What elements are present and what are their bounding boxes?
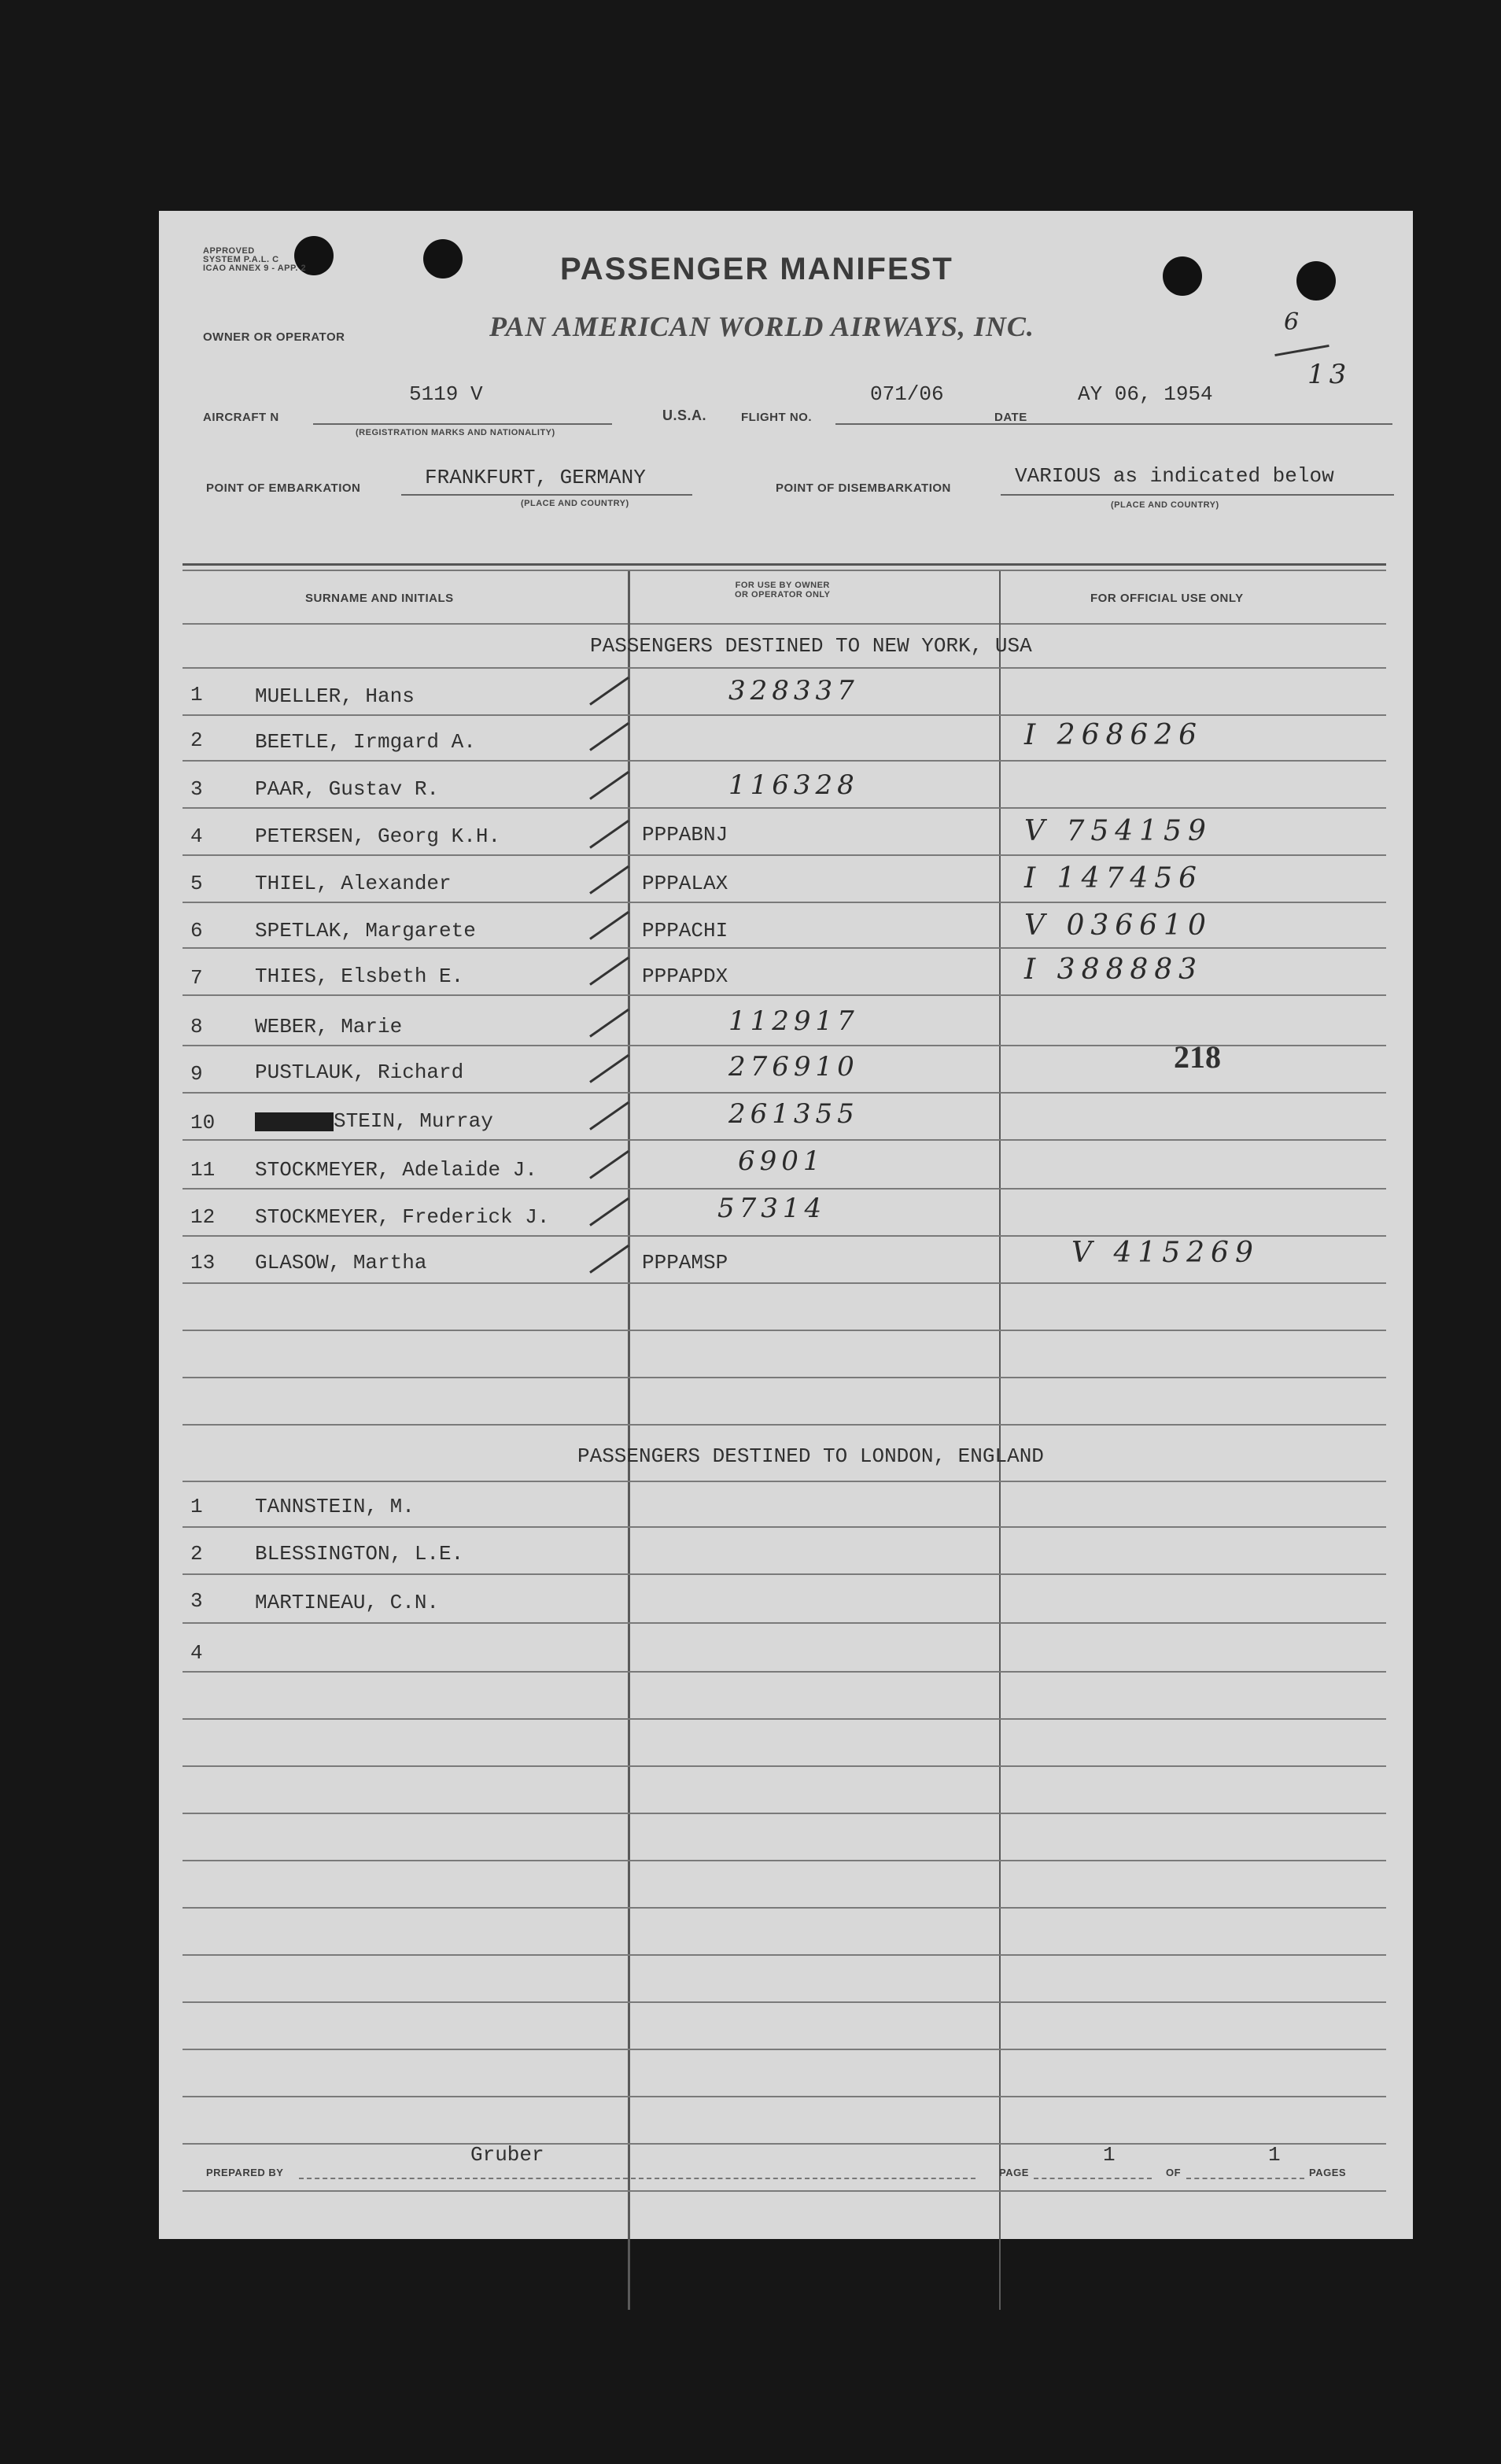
aircraft-label: AIRCRAFT N	[203, 411, 279, 424]
of-label: OF	[1166, 2167, 1182, 2178]
approval-note: APPROVED SYSTEM P.A.L. C ICAO ANNEX 9 - APP. 2	[203, 246, 307, 273]
flight-label: FLIGHT NO.	[741, 411, 812, 424]
embark-value: FRANKFURT, GERMANY	[425, 466, 646, 489]
of-value: 1	[1268, 2143, 1281, 2167]
prepared-value: Gruber	[470, 2143, 544, 2167]
prepared-label: PREPARED BY	[206, 2167, 284, 2178]
disembark-value: VARIOUS as indicated below	[1015, 464, 1334, 488]
date-label: DATE	[994, 411, 1027, 424]
page-title: PASSENGER MANIFEST	[560, 252, 953, 286]
page-label: PAGE	[999, 2167, 1029, 2178]
col-surname-header: SURNAME AND INITIALS	[305, 592, 454, 605]
redaction-bar	[255, 1112, 334, 1131]
owner-value: PAN AMERICAN WORLD AIRWAYS, INC.	[489, 311, 1034, 342]
col-owner-header: FOR USE BY OWNER OR OPERATOR ONLY	[735, 581, 831, 599]
page-mark-top: 6	[1284, 308, 1304, 336]
embark-label: POINT OF EMBARKATION	[206, 481, 361, 495]
owner-label: OWNER OR OPERATOR	[203, 330, 345, 344]
section-heading-london: PASSENGERS DESTINED TO LONDON, ENGLAND	[577, 1444, 1044, 1468]
punch-hole	[1296, 261, 1336, 301]
section-heading-ny: PASSENGERS DESTINED TO NEW YORK, USA	[590, 634, 1032, 658]
col-official-header: FOR OFFICIAL USE ONLY	[1090, 592, 1244, 605]
page-mark-slash	[1274, 345, 1329, 356]
usa-label: U.S.A.	[662, 408, 707, 423]
disembark-sublabel: (PLACE AND COUNTRY)	[1111, 500, 1219, 510]
punch-hole	[1163, 256, 1202, 296]
aircraft-sublabel: (REGISTRATION MARKS AND NATIONALITY)	[356, 428, 555, 437]
embark-sublabel: (PLACE AND COUNTRY)	[521, 499, 629, 508]
pages-label: PAGES	[1309, 2167, 1347, 2178]
aircraft-value: 5119 V	[409, 382, 483, 406]
manifest-sheet: APPROVED SYSTEM P.A.L. C ICAO ANNEX 9 - APP. 2 PASSENGER MANIFEST OWNER OR OPERATOR PAN AMERICAN WORLD AIRWAYS, INC. 6 13 AIRCRAFT N 5119 V (REGISTRATION MARKS AND NATIONALITY) U.S.A. FLIGHT NO. 071/06 DATE AY 06, 1954 POINT OF EMBARKATION FRANKFURT, GERMANY (PLACE AND COUNTRY) POINT OF DISEMBARKATION VARIOUS as indicated below (PLACE AND COUNTRY) SURNAME AND INITIALS FOR USE BY OWNER OR OPERATOR ONLY FOR OFFICIAL USE ONLY PASSENGERS DESTINED TO NEW YORK, USA 1 MUELLER, Hans 328337 2 BEETLE, Irmgard A. I 268626 3 PAAR, Gustav R. 116328 4 PETERSEN, Georg K.H. PPPABNJ V 754159 5 THIEL, Alexander PPPALAX I 147456 6 SPETLAK, Margarete PPPACHI V 036610 7 THIES, Elsbeth E. PPPAPDX I 388883 8 WEBER, Marie 112917 9 PUSTLAUK, Richard 276910 218 10 STEIN, Murray 261355 11 STOCKMEYER, Adelaide J. 6901 12 STOCKMEYER, Frederick J. 57314 13 GLASOW, Martha PPPAMSP V 415269 PASSENGERS DESTINED TO LONDON, ENGLAND 1 TANNSTEIN, M. 2 BLESSINGTON, L.E. 3 MARTINEAU, C.N. 4 PREPARED BY Gruber PAGE 1 OF 1 PAGES	[159, 211, 1413, 2239]
page-value: 1	[1103, 2143, 1116, 2167]
flight-value: 071/06	[870, 382, 944, 406]
punch-hole	[423, 239, 463, 278]
disembark-label: POINT OF DISEMBARKATION	[776, 481, 951, 495]
page-mark-bottom: 13	[1307, 359, 1352, 390]
date-value: AY 06, 1954	[1078, 382, 1213, 406]
